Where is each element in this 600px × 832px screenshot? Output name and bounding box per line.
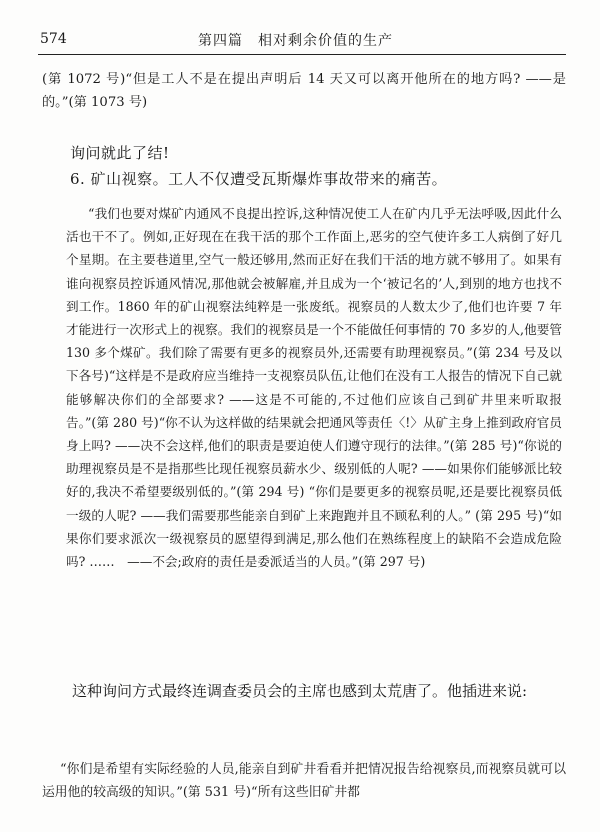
page-number: 574 [40,31,67,47]
page-header [38,28,566,55]
chairman-paragraph: 这种询问方式最终连调查委员会的主席也感到太荒唐了。他插进来说: [72,682,528,700]
inquiry-end-line: 询问就此了结! [70,144,170,162]
running-title: 第四篇 相对剩余价值的生产 [198,33,393,49]
section-heading-line: 6. 矿山视察。工人不仅遭受瓦斯爆炸事故带来的痛苦。 [70,170,448,188]
final-quote: “你们是希望有实际经验的人员,能亲自到矿井看看并把情况报告给视察员,而视察员就可以运用他的较高级的知识。”(第 531 号)“所有这些旧矿井都 [42,762,566,800]
testimony-quote: “我们也要对煤矿内通风不良提出控诉,这种情况使工人在矿内几乎无法呼吸,因此什么活也干不了。例如,正好现在在我干活的那个工作面上,恶劣的空气使许多工人病倒了好几个星期。在主要巷道里,空气一般还够用,然而正好在我们干活的地方就不够用了。如果有谁向视察员控诉通风情况,那他就会被解雇,并且成为一个‘被记名的’人,到别的地方也找不到工作。1860 年的矿山视察法纯粹是一张废纸。视察员的人数太少了,他们也许要 7 年才能进行一次形式上的视察。我们的视察员是一个不能做任何事情的 70 多岁的人,他要管 130 多个煤矿。我们除了需要有更多的视察员外,还需要有助理视察员。”(第 234 号及以下各号)“这样是不是政府应当维持一支视察员队伍,让他们在没有工人报告的情况下自己就能够解决你们的全部要求? ——这是不可能的,不过他们应该自己到矿井里来听取报告。”(第 280 号)“你不认为这样做的结果就会把通风等责任〈!〉从矿主身上推到政府官员身上吗? ——决不会这样,他们的职责是要迫使人们遵守现行的法律。”(第 285 号)“你说的助理视察员是不是指那些比现任视察员薪水少、级别低的人呢? ——如果你们能够派比较好的,我决不希望要级别低的。”(第 294 号) “你们是要更多的视察员呢,还是要比视察员低一级的人呢? ——我们需要那些能亲自到矿上来跑跑并且不顾私利的人。” (第 295 号)“如果你们要求派次一级视察员的愿望得到满足,那么他们在熟练程度上的缺陷不会造成危险吗? …… ——不会;政府的责任是委派适当的人员。”(第 297 号) [66,206,562,570]
continuation-paragraph: (第 1072 号)“但是工人不是在提出声明后 14 天又可以离开他所在的地方吗? ——是的。”(第 1073 号) [42,72,566,110]
